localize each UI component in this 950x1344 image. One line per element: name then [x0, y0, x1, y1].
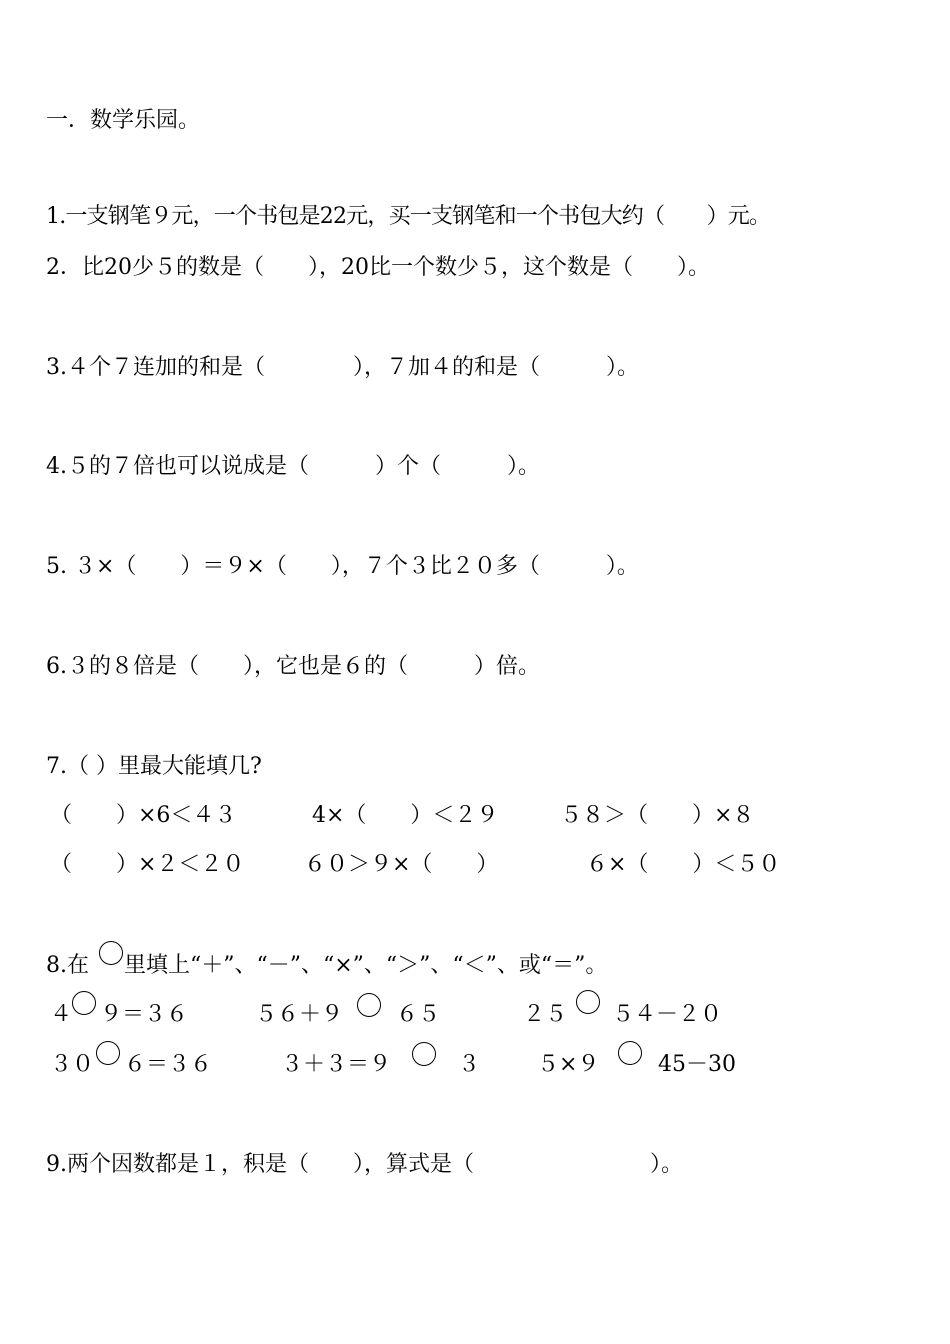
question-7-title: 7.（ ）里最大能填几? — [46, 754, 262, 779]
blank-circle-icon — [72, 991, 96, 1015]
q8-row2-item3-left: ５×９ — [537, 1052, 600, 1077]
question-5: 5. ３×（ ）＝９×（ ），７个３比２０多（ ）。 — [46, 554, 639, 579]
blank-circle-icon — [357, 993, 381, 1017]
q7-row2-item1: （ ）×２＜２０ — [50, 852, 245, 877]
question-9: 9.两个因数都是１，积是（ ），算式是（ ）。 — [46, 1152, 683, 1177]
section-title: 一．数学乐园。 — [46, 108, 201, 133]
q7-row2-item2: ６０＞９×（ ） — [304, 852, 499, 877]
q8-row2-item1-right: ６＝３６ — [124, 1052, 213, 1077]
q7-row1-item1: （ ）×6＜４３ — [50, 803, 237, 828]
blank-circle-icon — [412, 1042, 436, 1066]
question-4: 4.５的７倍也可以说成是（ ）个（ ）。 — [46, 454, 540, 479]
blank-circle-icon — [99, 941, 123, 965]
question-1: 1.一支钢笔９元，一个书包是22元，买一支钢笔和一个书包大约（ ）元。 — [46, 204, 771, 229]
q8-row2-item1-left: ３０ — [50, 1052, 95, 1077]
q8-row2-item2-left: ３＋３＝９ — [281, 1052, 392, 1077]
blank-circle-icon — [618, 1041, 642, 1065]
q8-row1-item1-right: ９＝３６ — [100, 1002, 189, 1027]
question-8-title-prefix: 8.在 — [46, 953, 89, 978]
q8-row1-item2-right: ６５ — [396, 1002, 441, 1027]
q8-row2-item2-right: ３ — [458, 1052, 481, 1077]
q8-row1-item3-left: ２５ — [523, 1002, 568, 1027]
q8-row1-item1-left: ４ — [50, 1002, 73, 1027]
q8-row2-item3-right: 45－30 — [658, 1052, 736, 1077]
blank-circle-icon — [96, 1041, 120, 1065]
q7-row1-item2: 4×（ ）＜２９ — [312, 803, 499, 828]
question-3: 3.４个７连加的和是（ ），７加４的和是（ ）。 — [46, 355, 639, 380]
q8-row1-item2-left: ５６＋９ — [255, 1002, 344, 1027]
question-2: 2．比20少５的数是（ ），20比一个数少５，这个数是（ ）。 — [46, 255, 710, 280]
question-8-title-suffix: 里填上“＋”、“－”、“×”、“＞”、“＜”、或“＝”。 — [124, 953, 608, 978]
q7-row1-item3: ５８＞（ ）×８ — [560, 803, 755, 828]
blank-circle-icon — [576, 990, 600, 1014]
question-6: 6.３的８倍是（ ），它也是６的（ ）倍。 — [46, 654, 540, 679]
q7-row2-item3: ６×（ ）＜５０ — [586, 852, 781, 877]
q8-row1-item3-right: ５４－２０ — [612, 1002, 723, 1027]
